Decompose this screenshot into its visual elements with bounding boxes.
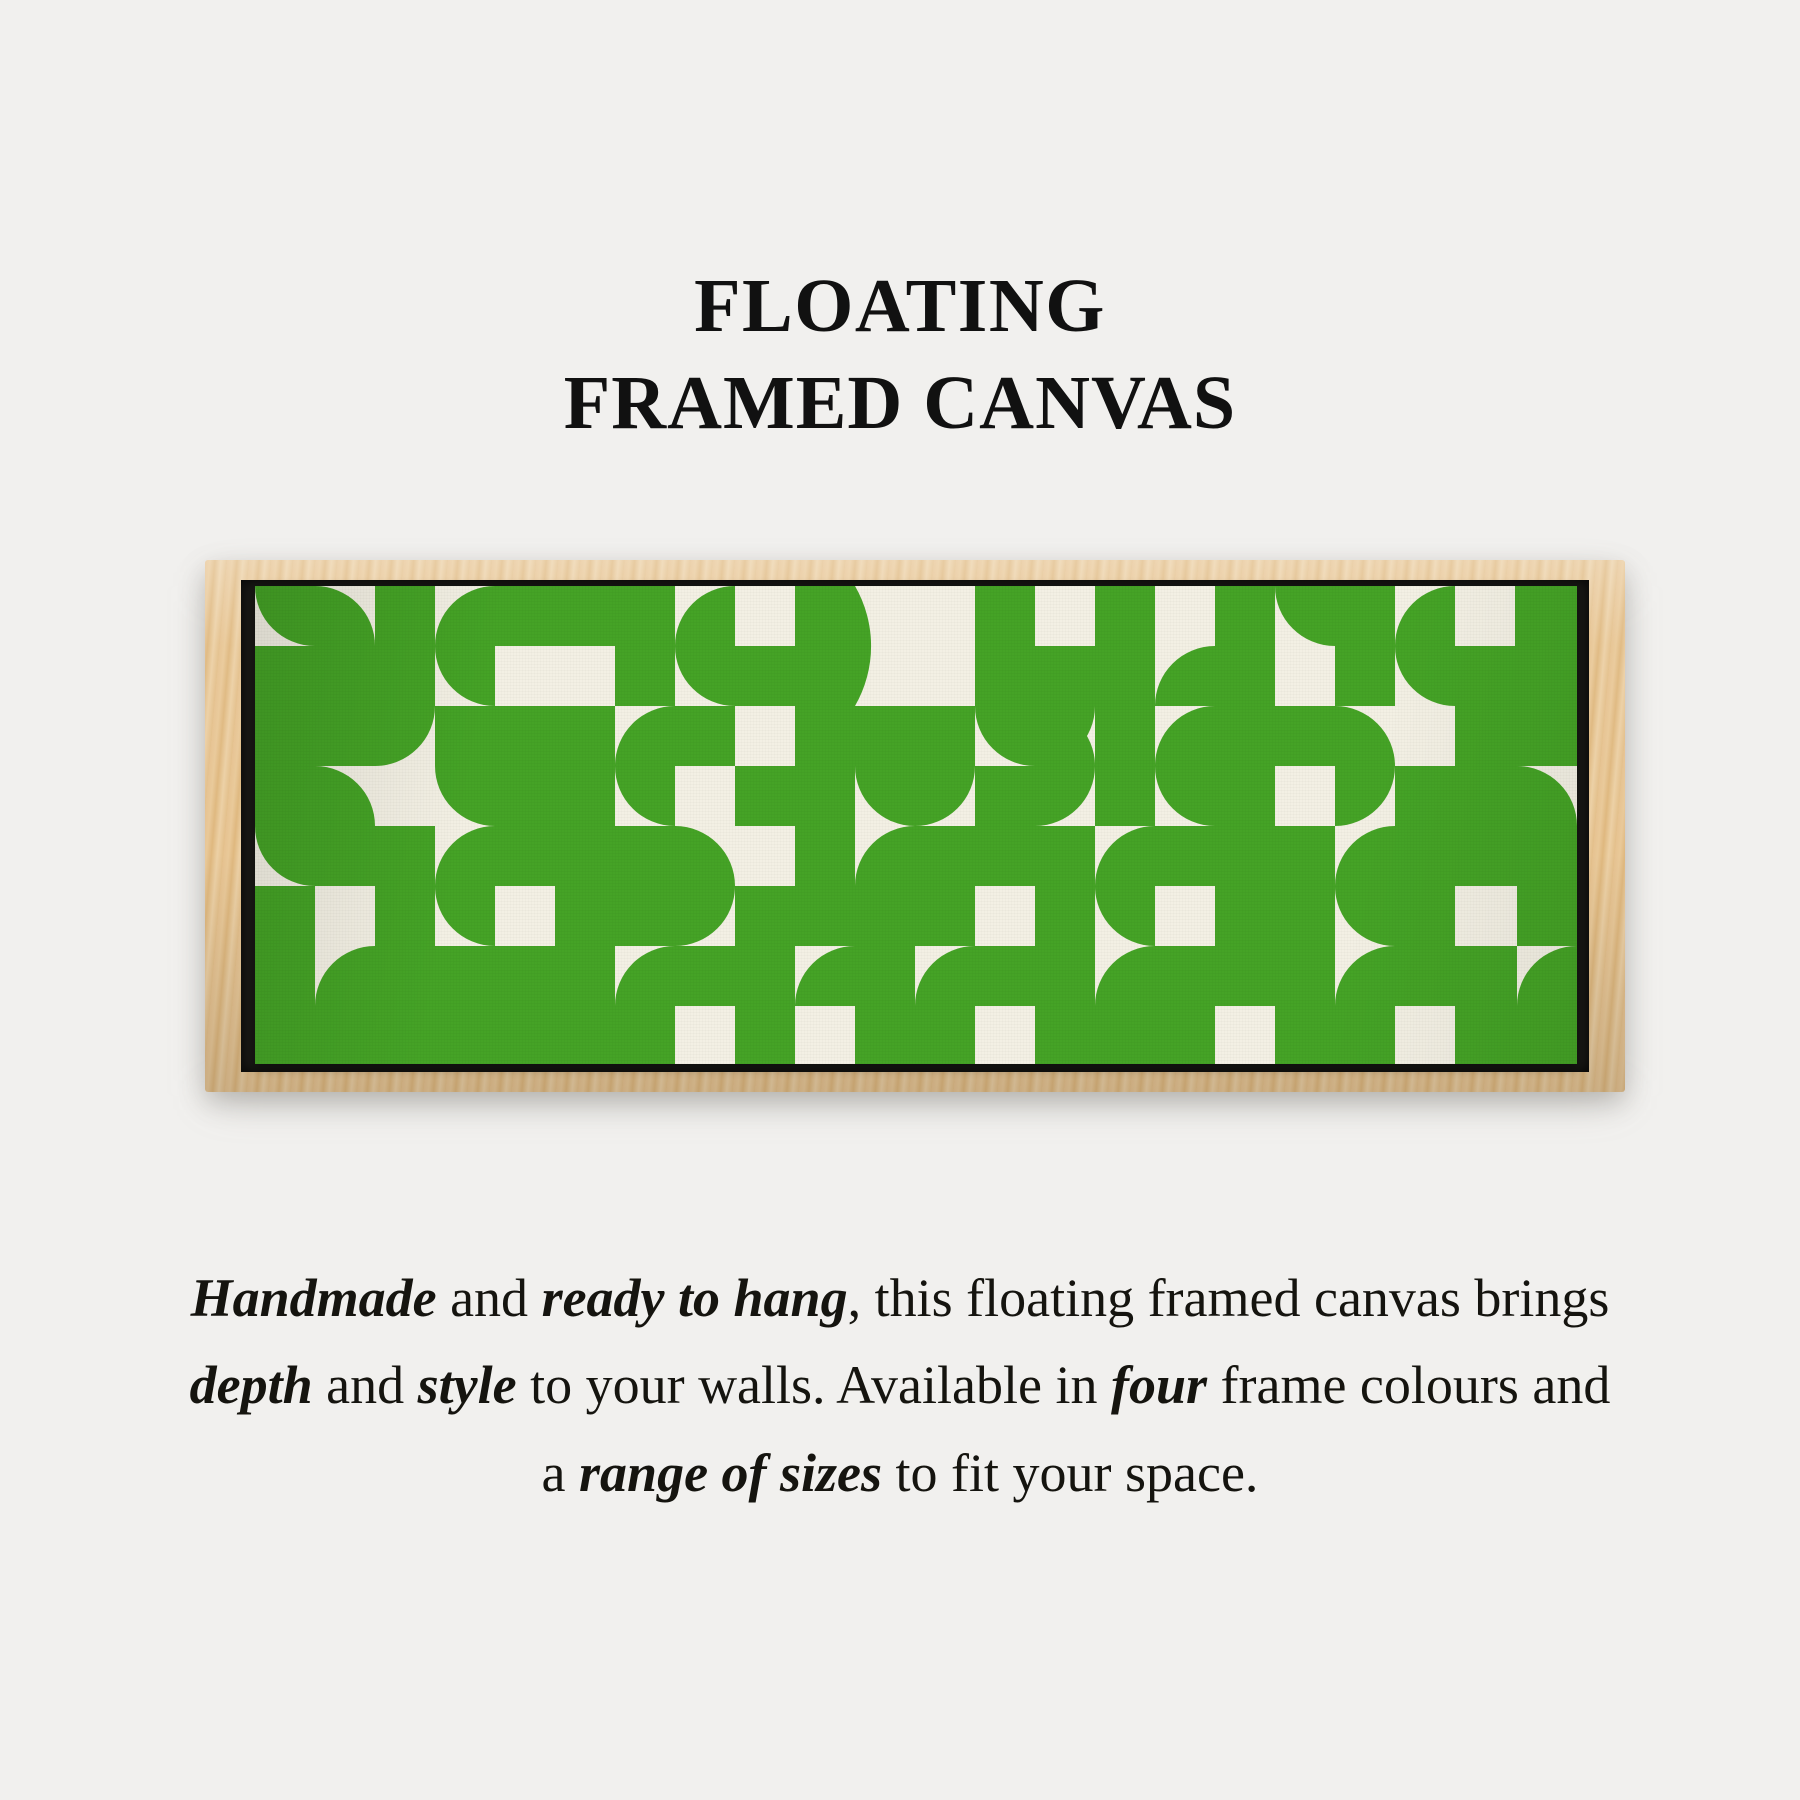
product-description: [180, 1255, 1620, 1517]
caption-emphasis: range of sizes: [579, 1442, 883, 1503]
caption-emphasis: four: [1110, 1355, 1208, 1416]
page-title: [0, 258, 1800, 453]
framed-canvas-artwork: [205, 560, 1625, 1100]
title-line-2: FRAMED CANVAS: [563, 361, 1237, 446]
caption-emphasis: depth: [189, 1355, 313, 1416]
caption-text: and: [436, 1268, 542, 1328]
caption-text: , this floating framed canvas brings: [847, 1268, 1610, 1328]
caption-emphasis: ready to hang: [541, 1268, 848, 1328]
caption-emphasis: Handmade: [190, 1268, 437, 1328]
title-line-1: FLOATING: [694, 264, 1106, 348]
geometric-pattern-svg: [255, 586, 1577, 1064]
caption-text: to your walls. Available in: [516, 1355, 1111, 1416]
caption-emphasis: style: [417, 1355, 517, 1416]
caption-text: to fit your space.: [882, 1442, 1259, 1503]
canvas-print: [255, 586, 1577, 1064]
caption-text: frame colours and a: [541, 1355, 1611, 1503]
caption-text: and: [312, 1355, 418, 1416]
